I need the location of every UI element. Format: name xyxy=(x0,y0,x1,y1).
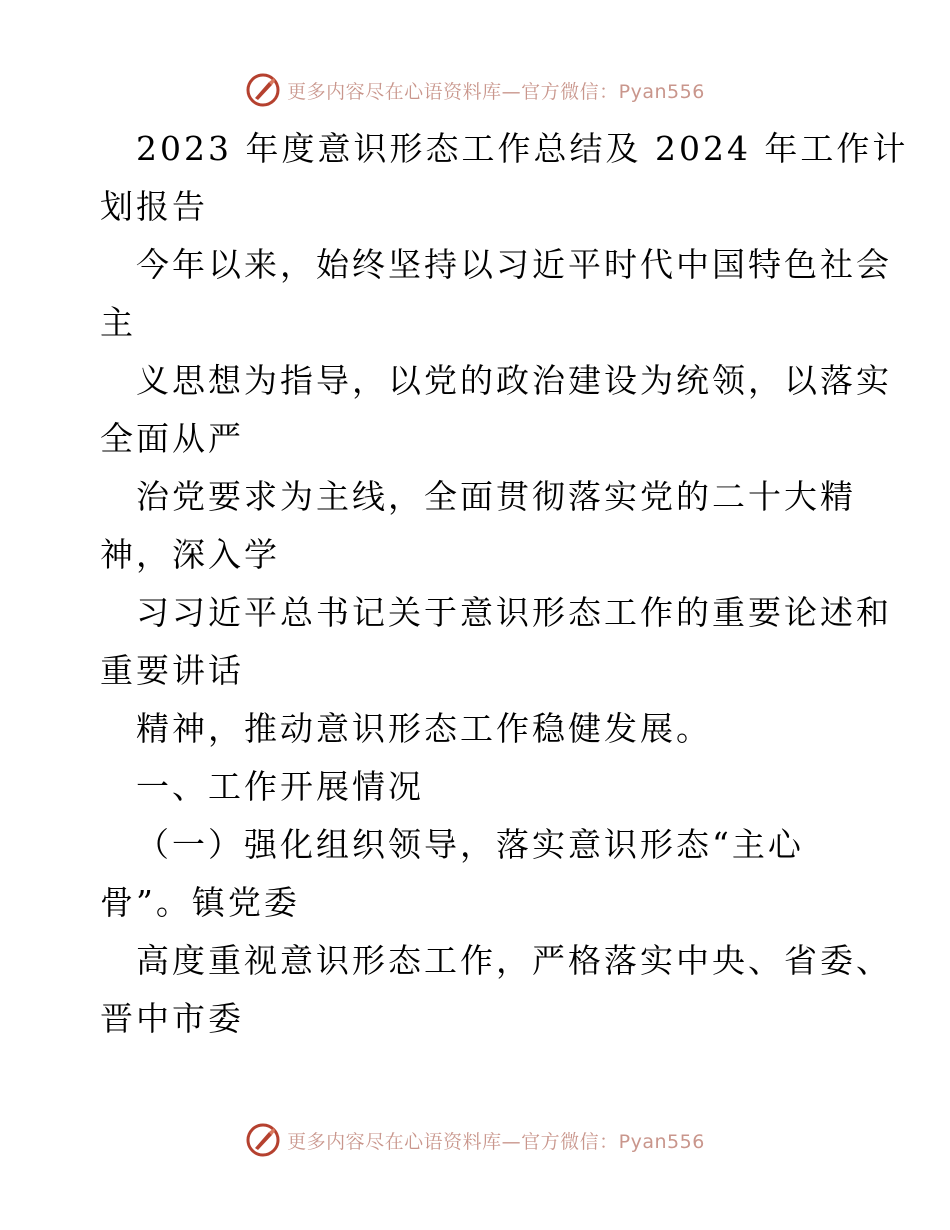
document-line: 划报告 xyxy=(100,187,208,226)
watermark-text: 更多内容尽在心语资料库—官方微信：Pyan556 xyxy=(287,80,705,103)
document-line: 今年以来，始终坚持以习近平时代中国特色社会 xyxy=(136,245,892,284)
document-line: 习习近平总书记关于意识形态工作的重要论述和 xyxy=(136,593,892,632)
document-line: 神，深入学 xyxy=(100,535,280,574)
document-line: 主 xyxy=(100,303,136,342)
footer-watermark xyxy=(0,1122,950,1158)
quill-logo-icon xyxy=(245,1122,281,1158)
document-line: 全面从严 xyxy=(100,419,244,458)
document-line: 一、工作开展情况 xyxy=(136,767,424,806)
document-line: 重要讲话 xyxy=(100,651,244,690)
document-line: 骨”。镇党委 xyxy=(100,883,300,922)
document-line: 晋中市委 xyxy=(100,999,244,1038)
document-line: 高度重视意识形态工作，严格落实中央、省委、 xyxy=(136,941,892,980)
document-line: （一）强化组织领导，落实意识形态“主心 xyxy=(136,825,804,864)
document-line: 义思想为指导，以党的政治建设为统领，以落实 xyxy=(136,361,892,400)
header-watermark xyxy=(0,72,950,108)
watermark-text: 更多内容尽在心语资料库—官方微信：Pyan556 xyxy=(287,1130,705,1153)
document-line: 治党要求为主线，全面贯彻落实党的二十大精 xyxy=(136,477,856,516)
document-line: 2023 年度意识形态工作总结及 2024 年工作计 xyxy=(136,129,909,168)
quill-logo-icon xyxy=(245,72,281,108)
document-line: 精神，推动意识形态工作稳健发展。 xyxy=(136,709,712,748)
document-body xyxy=(100,120,909,1048)
